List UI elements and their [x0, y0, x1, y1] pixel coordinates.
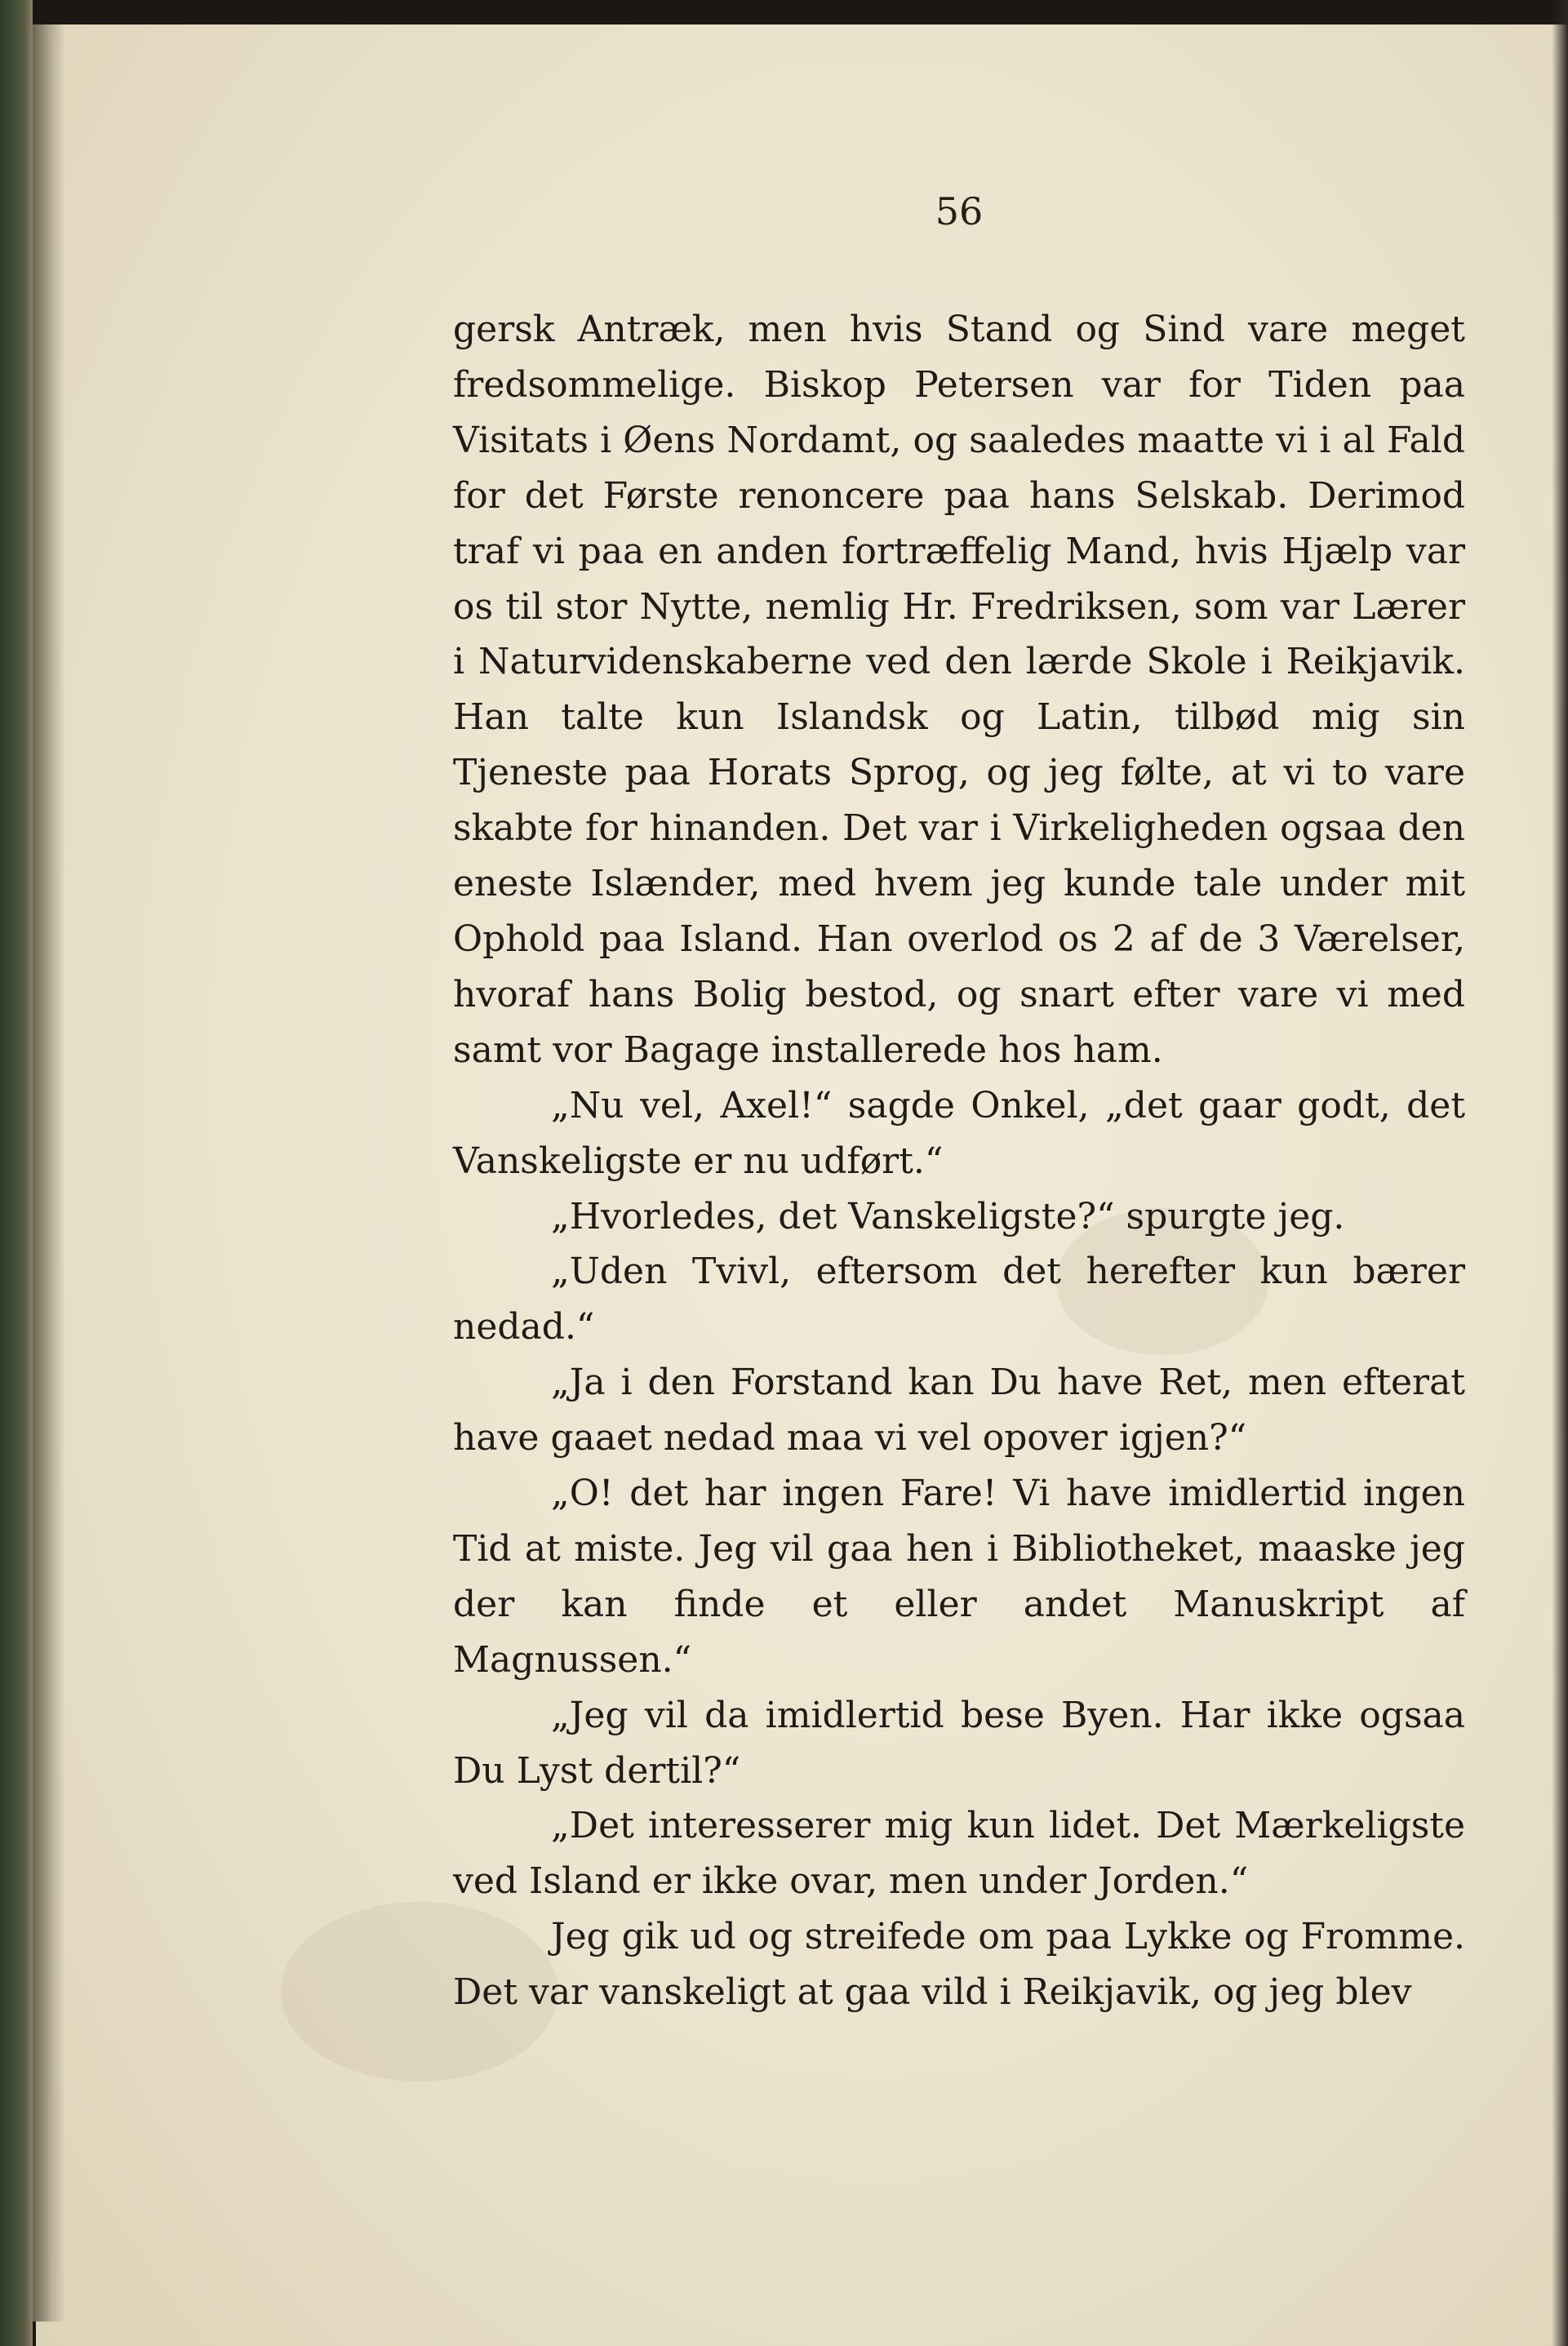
paragraph: „Jeg vil da imidlertid bese Byen. Har ikke ogsaa Du Lyst dertil?“	[453, 1694, 1465, 1792]
paragraph: „Hvorledes, det Vanskeligste?“ spurgte jeg.	[551, 1195, 1345, 1237]
spine-shadow	[33, 24, 65, 2322]
paragraph: „O! det har ingen Fare! Vi have imidlertid ingen Tid at miste. Jeg vil gaa hen i Bibliotheket, maaske jeg der kan finde et eller andet Manuskript af Magnussen.“	[453, 1473, 1465, 1681]
paragraph: Jeg gik ud og streifede om paa Lykke og Fromme. Det var vanskeligt at gaa vild i Reikjavik, og jeg blev	[453, 1916, 1465, 2014]
paragraph: „Uden Tvivl, eftersom det herefter kun bærer nedad.“	[453, 1251, 1465, 1349]
paragraph: „Ja i den Forstand kan Du have Ret, men efterat have gaaet nedad maa vi vel opover igjen?“	[453, 1362, 1465, 1460]
paragraph: gersk Antræk, men hvis Stand og Sind vare meget fredsommelige. Biskop Petersen var for Tiden paa Visitats i Øens Nordamt, og saaledes maatte vi i al Fald for det Første renoncere paa hans Selskab. Derimod traf vi paa en anden fortræffelig Mand, hvis Hjælp var os til stor Nytte, nemlig Hr. Fredriksen, som var Lærer i Naturvidenskaberne ved den lærde Skole i Reikjavik. Han talte kun Islandsk og Latin, tilbød mig sin Tjeneste paa Horats Sprog, og jeg følte, at vi to vare skabte for hinanden. Det var i Virkeligheden ogsaa den eneste Islænder, med hvem jeg kunde tale under mit Ophold paa Island. Han overlod os 2 af de 3 Værelser, hvoraf hans Bolig bestod, og snart efter vare vi med samt vor Bagage installerede hos ham.	[453, 309, 1465, 1071]
paragraph: „Nu vel, Axel!“ sagde Onkel, „det gaar godt, det Vanskeligste er nu udført.“	[453, 1084, 1465, 1182]
body-text	[453, 302, 1465, 2020]
book-binding-edge	[0, 0, 33, 2346]
page-number: 56	[935, 189, 984, 233]
paragraph: „Det interesserer mig kun lidet. Det Mærkeligste ved Island er ikke ovar, men under Jorden.“	[453, 1805, 1465, 1903]
page-right-edge	[1552, 0, 1568, 2346]
